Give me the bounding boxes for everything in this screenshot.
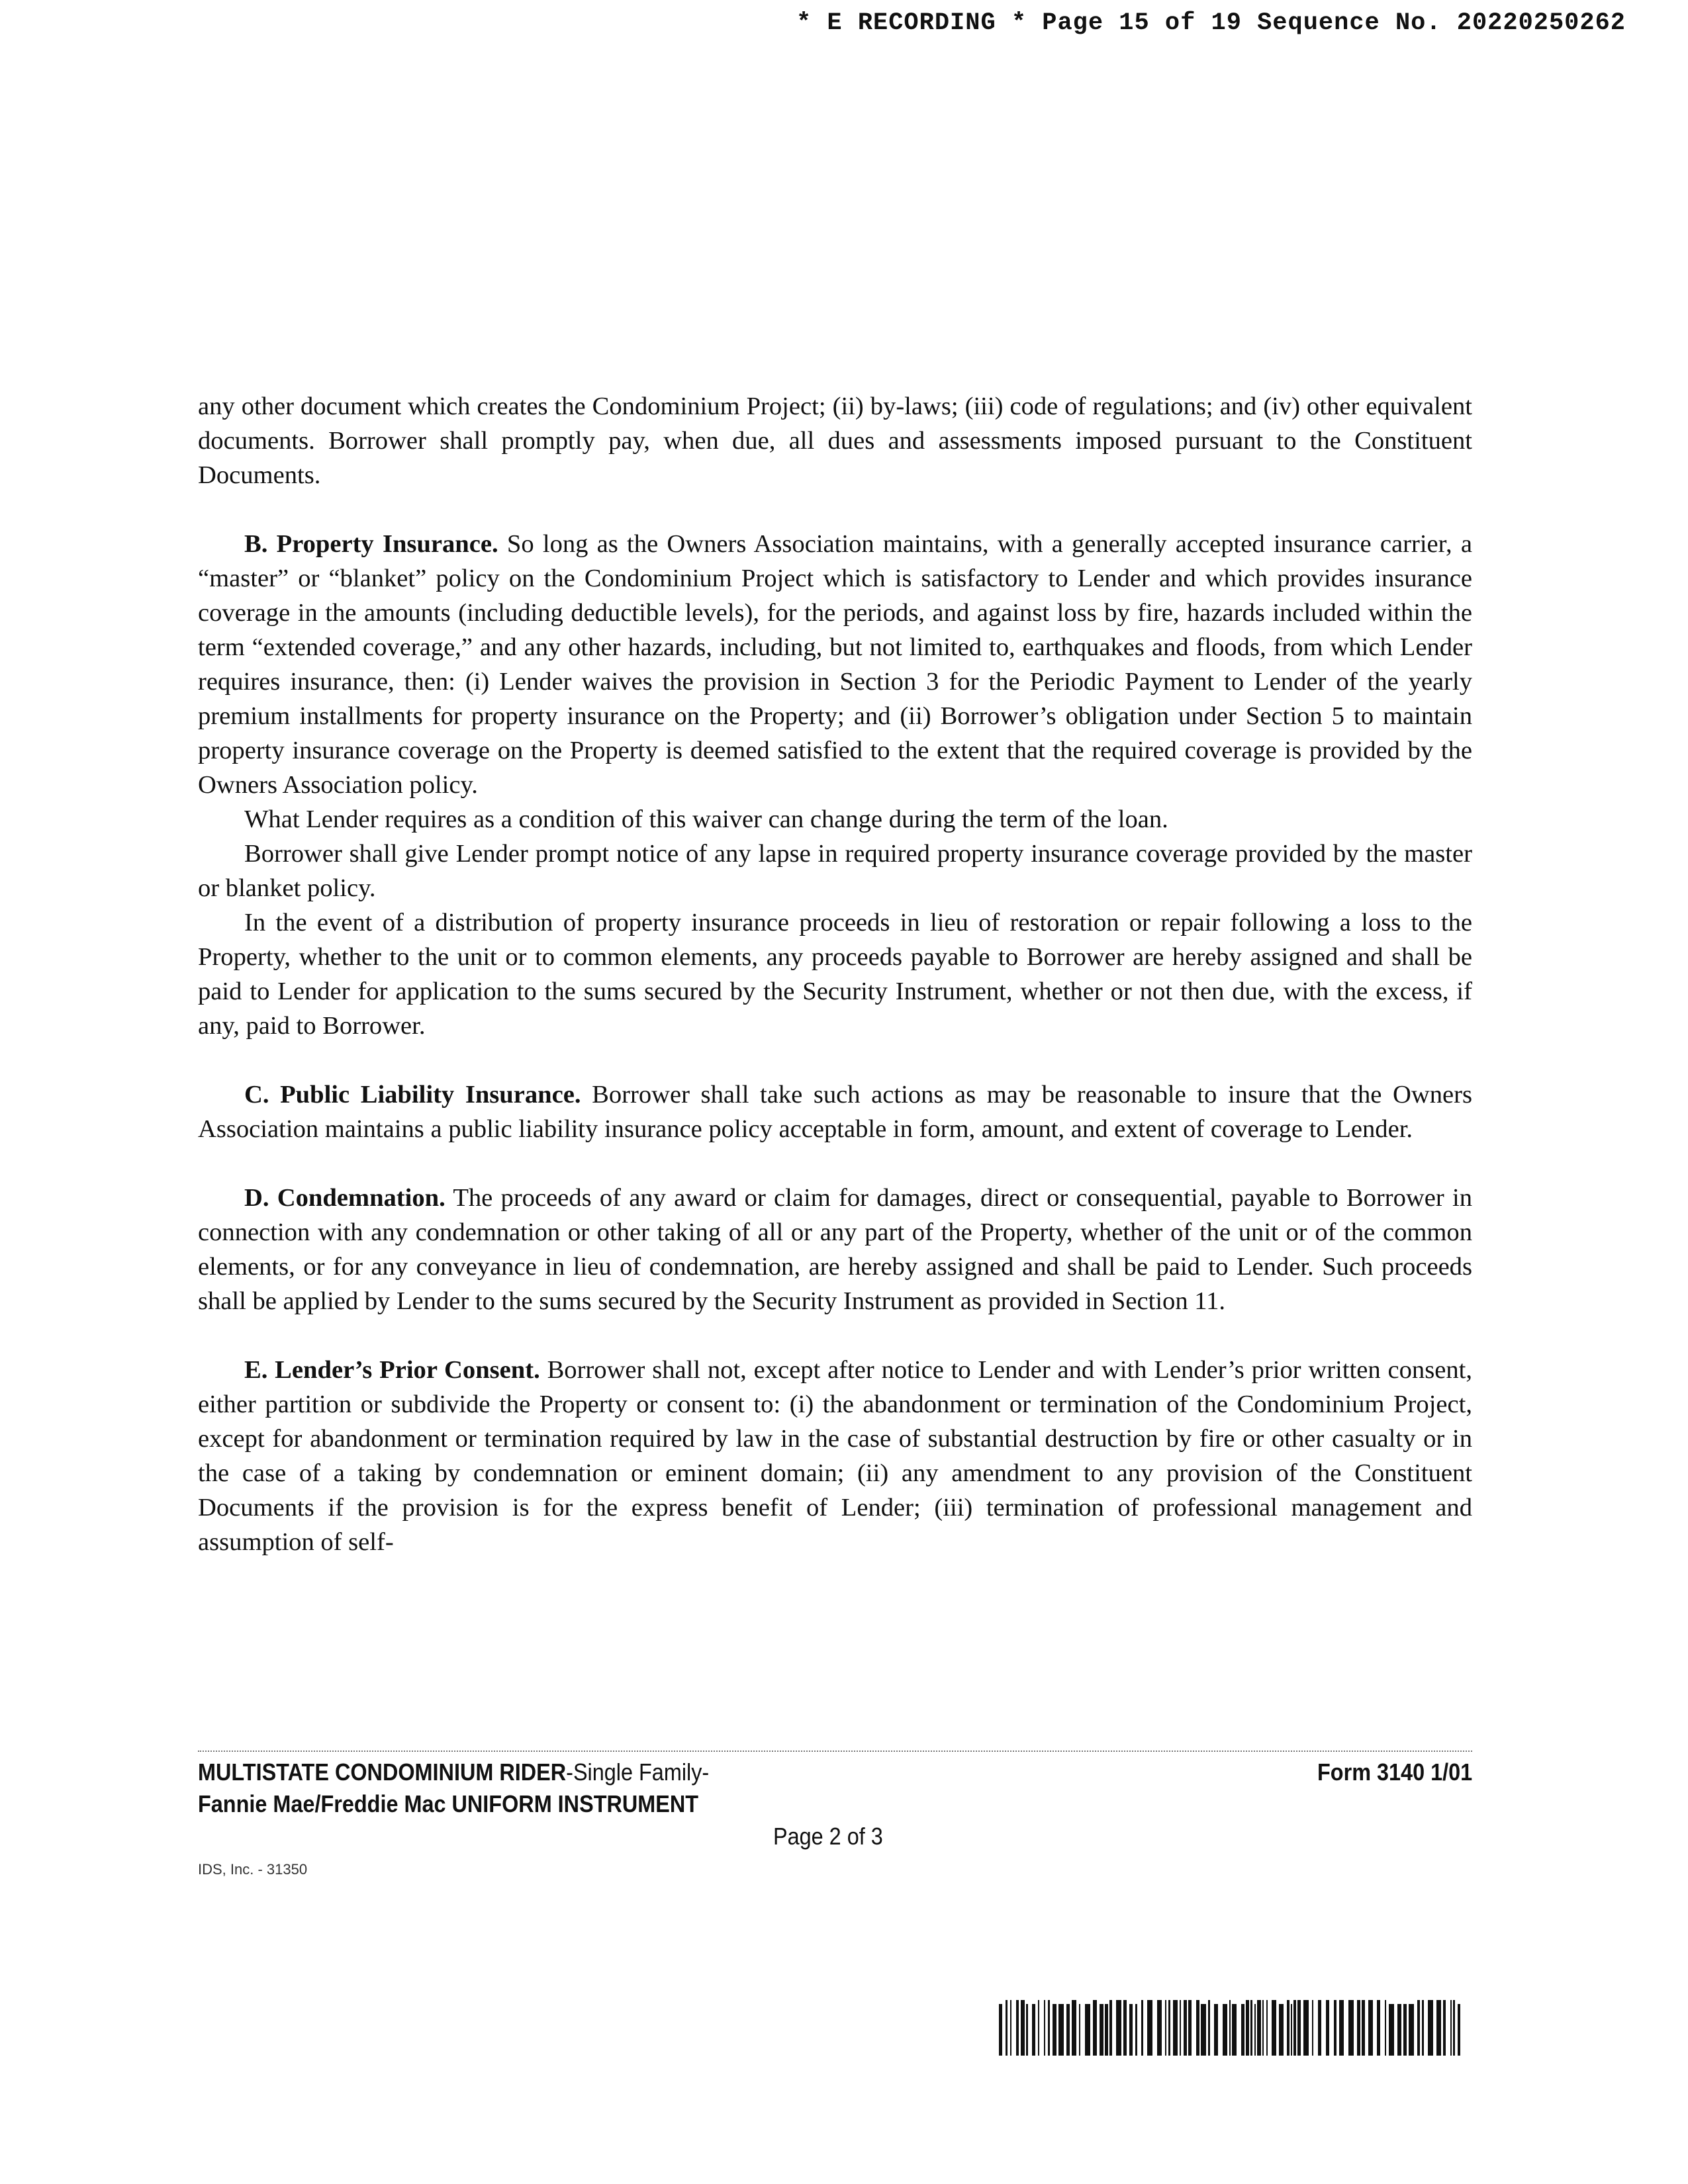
barcode-bar — [1403, 2004, 1407, 2056]
barcode-bar — [1250, 2000, 1252, 2056]
barcode-bar — [1266, 2000, 1268, 2056]
footer-instrument-line: Fannie Mae/Freddie Mac UNIFORM INSTRUMENT — [198, 1790, 699, 1817]
barcode-bar — [1079, 2004, 1080, 2056]
barcode-bar — [1272, 2000, 1276, 2056]
barcode-bar — [1453, 2000, 1455, 2056]
barcode-bar — [1223, 2004, 1227, 2056]
barcode-bar — [1348, 2000, 1354, 2056]
section-condemnation — [198, 1181, 1472, 1318]
footer-rider-type: -Single Family- — [566, 1758, 710, 1786]
section-text-public-liability: Borrower shall take such actions as may be reasonable to insure that the Owners Association maintains a public liability insurance policy acceptable in form, amount, and extent of coverage to Lender. — [198, 1081, 1472, 1143]
section-title-property-insurance: B. Property Insurance. — [244, 530, 498, 558]
footer-divider — [198, 1751, 1472, 1752]
barcode-bar — [1196, 2000, 1199, 2056]
barcode-bar — [1262, 2000, 1264, 2056]
footer-form-title — [198, 1756, 709, 1820]
barcode-bar — [1450, 2000, 1452, 2056]
barcode-bar — [1147, 2000, 1152, 2056]
barcode-bar — [1312, 2000, 1313, 2056]
barcode-bar — [1368, 2000, 1373, 2056]
barcode-bar — [1339, 2000, 1344, 2056]
section-title-public-liability: C. Public Liability Insurance. — [244, 1081, 581, 1109]
barcode-bar — [1303, 2000, 1309, 2056]
barcode-bar — [1246, 2000, 1249, 2056]
section-public-liability — [198, 1077, 1472, 1146]
section-text-property-insurance: So long as the Owners Association maintains, with a generally accepted insurance carrier, a “master” or “blanket” policy on the Condominium Project which is satisfactory to Lender and which provides insurance coverage in the amounts (including deductible levels), for the periods, and against loss by fire, hazards included within the term “extended coverage,” and any other hazards, including, but not limited to, earthquakes and floods, from which Lender requires insurance, then: (i) Lender waives the provision in Section 3 for the Periodic Payment to Lender of the yearly premium installments for property insurance on the Property; and (ii) Borrower’s obligation under Section 5 to maintain property insurance coverage on the Property is deemed satisfied to the extent that the required coverage is provided by the Owners Association policy. — [198, 530, 1472, 799]
barcode-bar — [1180, 2000, 1181, 2056]
barcode-bar — [999, 2004, 1002, 2056]
barcode-bar — [1293, 2000, 1296, 2056]
barcode-bar — [1257, 2000, 1261, 2056]
barcode-bar — [1385, 2000, 1386, 2056]
barcode-bar — [1048, 2000, 1050, 2056]
barcode-bar — [1443, 2000, 1446, 2056]
footer-rider-name: MULTISTATE CONDOMINIUM RIDER — [198, 1758, 567, 1786]
barcode-bar — [1058, 2004, 1064, 2056]
barcode-bar — [1428, 2000, 1433, 2056]
barcode-bar — [1318, 2000, 1321, 2056]
footer-rider-line — [198, 1756, 709, 1788]
section-property-insurance — [198, 527, 1472, 802]
barcode-bar — [1436, 2000, 1441, 2056]
section-text-condemnation: The proceeds of any award or claim for damages, direct or consequential, payable to Borrower in connection with any condemnation or other taking of all or any part of the Property, whether of the unit or of the common elements, or for any conveyance in lieu of condemnation, are hereby assigned and shall be paid to Lender. Such proceeds shall be applied by Lender to the sums secured by the Security Instrument as provided in Section 11. — [198, 1184, 1472, 1315]
barcode-bar — [1066, 2004, 1070, 2056]
barcode-bar — [1326, 2000, 1329, 2056]
barcode-bar — [1044, 2000, 1045, 2056]
document-body — [198, 389, 1472, 1559]
section-title-condemnation: D. Condemnation. — [244, 1184, 445, 1212]
barcode-bar — [1362, 2000, 1365, 2056]
barcode-bar — [1016, 2000, 1019, 2056]
barcode-bar — [1141, 2000, 1143, 2056]
barcode-bar — [1129, 2004, 1133, 2056]
barcode-bar — [1389, 2004, 1394, 2056]
barcode-bar — [1093, 2000, 1097, 2056]
barcode-bar — [1123, 2000, 1127, 2056]
barcode-bar — [1357, 2000, 1360, 2056]
barcode-bar — [1010, 2000, 1011, 2056]
barcode-bar — [1109, 2000, 1112, 2056]
property-insurance-paragraph-2: What Lender requires as a condition of this waiver can change during the term of the loan. — [244, 805, 1168, 833]
barcode-bar — [1287, 2000, 1289, 2056]
barcode-bar — [1417, 2000, 1420, 2056]
barcode-bar — [1291, 2004, 1292, 2056]
page-number: Page 2 of 3 — [773, 1823, 883, 1850]
barcode-bar — [1006, 2000, 1008, 2056]
barcode-bar — [1168, 2000, 1170, 2056]
barcode-bar — [1201, 2004, 1206, 2056]
barcode-bar — [1241, 2004, 1244, 2056]
vendor-code: IDS, Inc. - 31350 — [198, 1861, 308, 1878]
barcode-bar — [1135, 2004, 1137, 2056]
barcode-bar — [1038, 2000, 1039, 2056]
barcode-bar — [1254, 2004, 1256, 2056]
section-prior-consent — [198, 1353, 1472, 1559]
recording-stamp: * E RECORDING * Page 15 of 19 Sequence No. 20220250262 — [796, 9, 1626, 37]
barcode-bar — [1032, 2004, 1035, 2056]
barcode-bar — [1173, 2000, 1178, 2056]
barcode-bar — [1188, 2000, 1192, 2056]
barcode-bar — [1279, 2004, 1284, 2056]
barcode-bar — [1229, 2000, 1231, 2056]
continuation-paragraph: any other document which creates the Condominium Project; (ii) by-laws; (iii) code of regulations; and (iv) other equivalent documents. Borrower shall promptly pay, when due, all dues and assessments imposed pursuant to the Constituent Documents. — [198, 392, 1472, 489]
property-insurance-paragraph-4: In the event of a distribution of property insurance proceeds in lieu of restoration or repair following a loss to the Property, whether to the unit or to common elements, any proceeds payable to Borrower are hereby assigned and shall be paid to Lender for application to the sums secured by the Security Instrument, whether or not then due, with the excess, if any, paid to Borrower. — [198, 909, 1472, 1040]
barcode-bar — [1053, 2004, 1056, 2056]
barcode-bar — [1116, 2000, 1121, 2056]
barcode-bar — [1377, 2000, 1380, 2056]
section-text-prior-consent: Borrower shall not, except after notice to Lender and with Lender’s prior written consent, either partition or subdivide the Property or consent to: (i) the abandonment or termination of the Condominium Project, except for abandonment or termination required by law in the case of substantial destruction by fire or other casualty or in the case of a taking by condemnation or eminent domain; (ii) any amendment to any provision of the Constituent Documents if the provision is for the express benefit of Lender; (iii) termination of professional management and assumption of self- — [198, 1356, 1472, 1556]
barcode-bar — [1085, 2004, 1090, 2056]
barcode-bar — [1409, 2004, 1414, 2056]
footer-form-number: Form 3140 1/01 — [1317, 1758, 1472, 1786]
barcode-bar — [1458, 2004, 1460, 2056]
barcode-bar — [1184, 2000, 1187, 2056]
barcode-bar — [1232, 2004, 1237, 2056]
barcode-bar — [1100, 2004, 1103, 2056]
barcode-image — [999, 2000, 1462, 2056]
barcode-bar — [1297, 2000, 1301, 2056]
section-title-prior-consent: E. Lender’s Prior Consent. — [244, 1356, 540, 1384]
barcode-bar — [1208, 2000, 1210, 2056]
barcode-bar — [1334, 2000, 1336, 2056]
barcode-bar — [1026, 2004, 1028, 2056]
barcode-bar — [1021, 2000, 1025, 2056]
property-insurance-paragraph-3: Borrower shall give Lender prompt notice of any lapse in required property insurance coverage provided by the master or blanket policy. — [198, 840, 1472, 902]
barcode-bar — [1072, 2000, 1076, 2056]
barcode-bar — [1397, 2004, 1401, 2056]
barcode-bar — [1214, 2004, 1218, 2056]
barcode-bar — [1105, 2004, 1108, 2056]
barcode-bar — [1422, 2000, 1424, 2056]
barcode-bar — [1165, 2000, 1166, 2056]
barcode-bar — [1157, 2000, 1162, 2056]
